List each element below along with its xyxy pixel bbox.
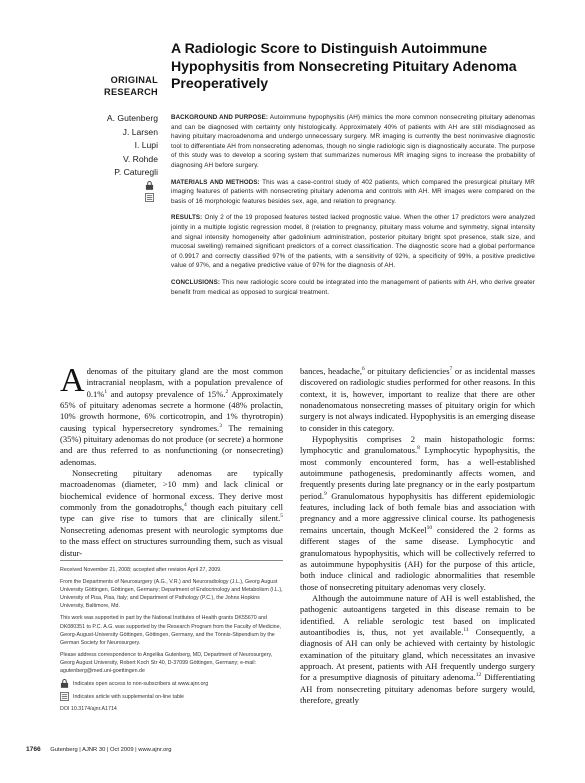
section-label-line1: ORIGINAL (110, 75, 158, 85)
body-text: and autopsy prevalence of 15%. (107, 388, 226, 399)
body-text: The remaining (35%) pituitary adenomas do not produce (or secrete) a hormone and are thus referred to as nonfunctioning (or nonsecreting) adenomas. (60, 422, 283, 467)
abstract-background-text: Autoimmune hypophysitis (AH) mimics the more common nonsecreting pituitary adenomas and can be diagnosed with certainty only histologically. Approximately 40% of patients with AH are still misdiagnosed as having pituitary macroadenoma and undergo unnecessary surgery. MR imaging is currently the best noninvasive diagnostic tool to differentiate AH from nonsecreting adenomas, though no single radiologic sign is diagnostically accurate. The purpose of this study was to develop a scoring system that summarizes numerous MR imaging signs to increase the probability of diagnosing AH before surgery. (171, 114, 535, 169)
abstract-methods (171, 178, 535, 207)
page-number: 1766 (26, 746, 41, 753)
reference-link[interactable]: 3 (219, 422, 222, 429)
body-text: Approximately 65% of pituitary adenomas secrete a hormone (48% prolactin, 10% growth hormone, 6% corticotropin, and 1% thyrotropin) causing typical hypersecretory syndromes. (60, 388, 283, 433)
reference-link[interactable]: 4 (183, 502, 187, 509)
author[interactable]: P. Caturegli (114, 167, 158, 177)
abstract-conclusions (171, 278, 535, 297)
open-access-lock-icon[interactable] (145, 181, 154, 190)
author-list (60, 112, 158, 180)
footnote-affiliations: From the Departments of Neurosurgery (A.G., V.R.) and Neuroradiology (J.L.), Georg August University Göttingen, Göttingen, Germany; Department of Endocrinology and Metabolism (I.L.), University of Pisa, Pisa, Italy; and Department of Pathology (P.C.), the Johns Hopkins University, Baltimore, Md. (60, 579, 283, 610)
reference-link[interactable]: 1 (104, 388, 108, 395)
footnote-received: Received November 21, 2008; accepted after revision April 27, 2009. (60, 567, 222, 573)
supplemental-data-icon (60, 692, 69, 701)
reference-link[interactable]: 7 (449, 366, 453, 372)
body-paragraph (60, 362, 283, 468)
abstract-methods-text: This was a case-control study of 402 patients, which compared the presurgical pituitary MR imaging features of patients with nonsecreting pituitary adenoma and controls with AH. MR images were compared on the basis of 16 morphologic features besides sex, age, and relation to pregnancy. (171, 178, 535, 205)
abstract-results-text: Only 2 of the 19 proposed features tested lacked prognostic value. When the other 17 predictors were analyzed jointly in a multiple logistic regression model, 8 (relation to pregnancy, pituitary mass volume and symmetry, signal intensity and signal intensity homogeneity after gadolinium administration, posterior pituitary bright spot presence, stalk size, and mucosal swelling) remained significant predictors of a correct classification. The diagnostic score had a global performance of 0.9917 and correctly classified 97% of the patients, with a sensitivity of 92%, a specificity of 99%, a positive predictive value of 97%, and a negative predictive value of 97% for the diagnosis of AH. (171, 214, 535, 270)
body-text: Hypophysitis comprises 2 main histopathologic forms: lymphocytic and granulomatous. (300, 434, 535, 456)
reference-link[interactable]: 12 (475, 672, 482, 679)
page-footer (26, 746, 171, 753)
body-text: Differentiating AH from nonsecreting pituitary adenomas before surgery would, therefore, greatly (300, 672, 535, 705)
author[interactable]: A. Gutenberg (106, 113, 158, 123)
abstract-background (171, 113, 535, 171)
body-text: Although the autoimmune nature of AH is well established, the pathogenic autoantigens targeted in this disease remain to be identified. A reliable serologic test based on implicated autoantibodies is, thus, not yet available. (300, 592, 535, 637)
supplemental-data-icon[interactable] (145, 193, 154, 202)
body-paragraph (300, 434, 535, 593)
abstract-background-heading: BACKGROUND AND PURPOSE: (171, 114, 269, 121)
body-paragraph (300, 593, 535, 706)
body-text: Nonsecreting pituitary adenomas are typically macroadenomas (diameter, >10 mm) and lack clinical or biochemical evidence of hormonal excess. They derive most commonly from the gonadotrophs, (60, 468, 283, 513)
author[interactable]: V. Rohde (122, 153, 158, 164)
body-text: or as incidental masses discovered on radiologic studies performed for other reasons. In this context, it is, however, important to realize that there are other nonadenomatous nonsecreting masses of pituitary origin for which surgery is not always indicated. Hypophysitis is an emerging disease to consider in this category. (300, 366, 535, 433)
abstract-methods-heading: MATERIALS AND METHODS: (171, 178, 260, 186)
body-text: or pituitary deficiencies (364, 366, 450, 376)
reference-link[interactable]: 6 (361, 366, 365, 372)
body-text: denomas of the pituitary gland are the most common intracranial neoplasm, with a population prevalence of 0.1% (86, 366, 283, 399)
reference-link[interactable]: 2 (225, 388, 229, 395)
body-column-right (300, 366, 535, 706)
reference-link[interactable]: 9 (323, 490, 327, 497)
body-text: Nonsecreting adenomas present with neurologic symptoms due to the mass effect on structures surrounding them, such as visual distur- (60, 524, 283, 558)
footnotes (60, 560, 283, 717)
body-text: Consequently, a diagnosis of AH can only be achieved with certainty by histologic examination of the pituitary gland, which necessitates an invasive approach. At present, patients with AH frequently undergo surgery for a presumptive diagnosis of pituitary adenoma. (300, 626, 535, 683)
footnote-correspondence: Please address correspondence to Angelika Gutenberg, MD, Department of Neurosurgery, Georg August University, Robert Koch Str 40, D-37099 Göttingen, Germany; e-mail: agutenberg@med.uni-goettingen.de (60, 651, 273, 675)
body-paragraph (60, 468, 283, 559)
abstract-results (171, 213, 535, 271)
open-access-note (60, 679, 283, 688)
supplemental-note (60, 692, 283, 701)
open-access-text: Indicates open access to non-subscribers at www.ajnr.org (73, 680, 209, 687)
abstract (171, 113, 535, 304)
reference-link[interactable]: 10 (426, 524, 433, 531)
running-footer: Gutenberg | AJNR 30 | Oct 2009 | www.ajnr.org (50, 747, 172, 753)
abstract-conclusions-text: This new radiologic score could be integrated into the management of patients with AH, who derive greater benefit from medical as opposed to surgical treatment. (171, 278, 535, 296)
doi[interactable]: DOI 10.3174/ajnr.A1714 (60, 706, 117, 713)
section-label (60, 74, 158, 98)
section-label-line2: RESEARCH (104, 87, 158, 97)
supplemental-text: Indicates article with supplemental on-line table (73, 693, 185, 700)
drop-cap: A (60, 362, 85, 399)
body-column-left (60, 362, 283, 559)
body-text: considered the 2 forms as different stages of the same disease. Lymphocytic and granulomatous hypophysitis, which will be collectively referred to as autoimmune hypophysitis (AH) for the purpose of this article, both induce clinical and radiologic abnormalities that resemble those of nonsecreting pituitary adenomas very closely. (300, 524, 535, 592)
body-text: Granulomatous hypophysitis has different epidemiologic features, including lack of both female bias and association with pregnancy and a more aggressive clinical course. Its pathogenesis remains uncertain, though McKeel (300, 490, 535, 535)
body-text: Lymphocytic hypophysitis, the most commonly encountered form, has a well-established autoimmune pathogenesis, predominantly affects women, and frequently presents during late pregnancy or in the early postpartum period. (300, 445, 535, 501)
abstract-conclusions-heading: CONCLUSIONS: (171, 278, 220, 286)
body-paragraph (300, 366, 535, 434)
reference-link[interactable]: 5 (280, 513, 283, 520)
author[interactable]: J. Larsen (122, 126, 158, 137)
abstract-results-heading: RESULTS: (171, 214, 203, 222)
body-text: though each pituitary cell type can give rise to tumors that are clinically silent. (60, 502, 283, 524)
footnote-funding: This work was supported in part by the National Institutes of Health grants DK55670 and DK080351 to P.C. A.G. was supported by the Research Program from the Faculty of Medicine, Georg-August-University Göttingen, Göttingen, Germany, and the Tönnis-Stipendium by the German Society for Neurosurgery. (60, 615, 282, 646)
reference-link[interactable]: 11 (463, 626, 469, 633)
author[interactable]: I. Lupi (134, 140, 158, 150)
article-title: A Radiologic Score to Distinguish Autoimmune Hypophysitis from Nonsecreting Pituitary Adenoma Preoperatively (171, 40, 517, 91)
body-text: bances, headache, (300, 366, 362, 376)
reference-link[interactable]: 8 (417, 445, 420, 452)
open-access-lock-icon (60, 679, 69, 688)
